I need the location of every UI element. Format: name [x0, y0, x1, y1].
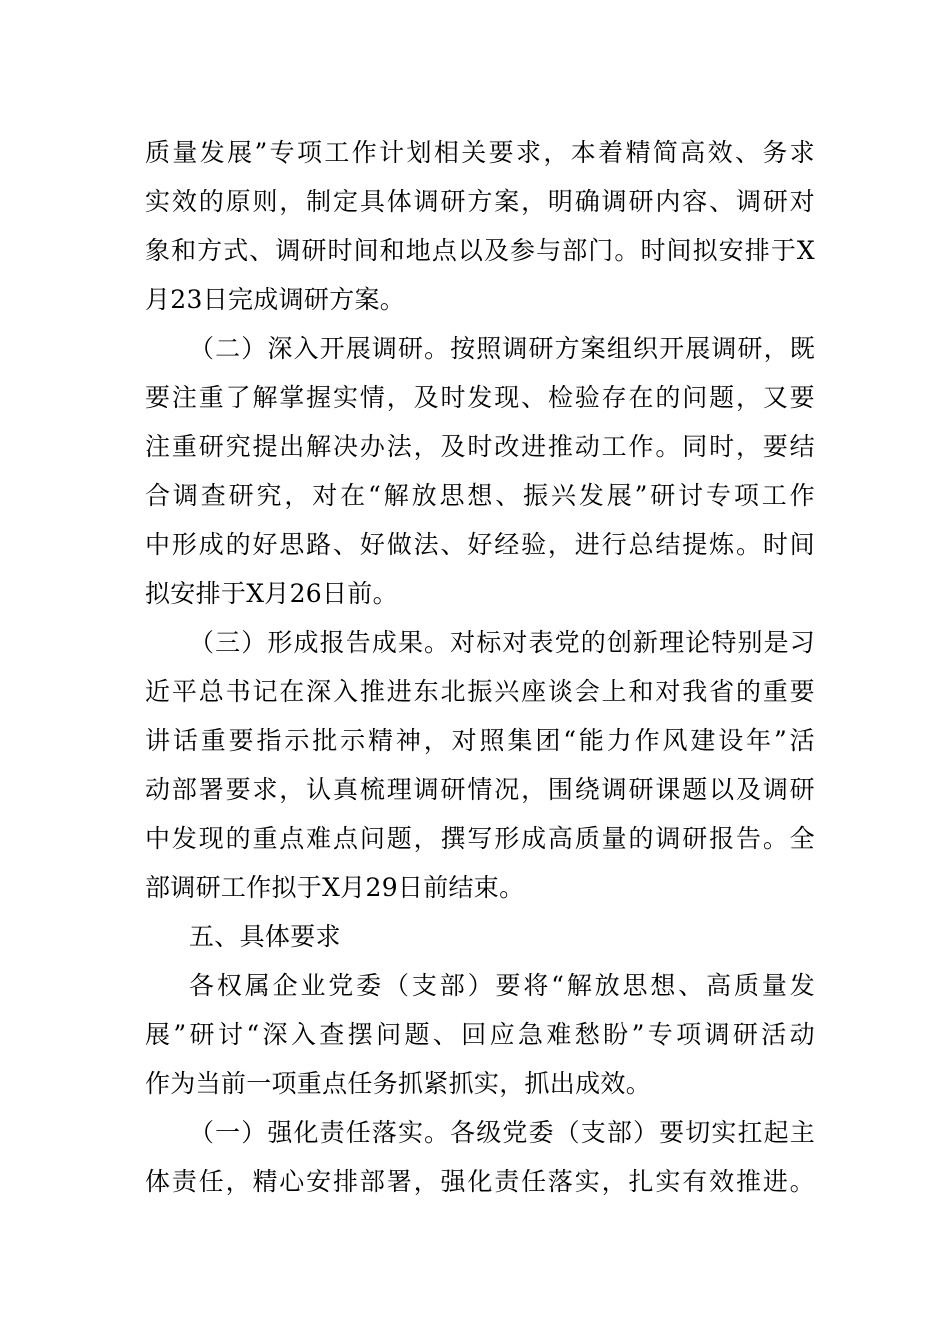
- text-line: 中形成的好思路、好做法、好经验，进行总结提炼。时间: [145, 530, 815, 559]
- section-heading: 五、具体要求: [189, 922, 341, 951]
- paragraph-start-line: （一）强化责任落实。各级党委（支部）要切实扛起主: [189, 1118, 815, 1147]
- paragraph-start-line: （三）形成报告成果。对标对表党的创新理论特别是习: [189, 628, 815, 657]
- text-line: 合调查研究，对在“解放思想、振兴发展”研讨专项工作: [145, 481, 815, 510]
- text-line: 象和方式、调研时间和地点以及参与部门。时间拟安排于X: [145, 236, 815, 265]
- text-line: 拟安排于X月26日前。: [145, 579, 398, 608]
- paragraph-start-line: （二）深入开展调研。按照调研方案组织开展调研，既: [189, 334, 815, 363]
- text-line: 体责任，精心安排部署，强化责任落实，扎实有效推进。: [145, 1167, 815, 1196]
- text-line: 部调研工作拟于X月29日前结束。: [145, 873, 525, 902]
- text-line: 近平总书记在深入推进东北振兴座谈会上和对我省的重要: [145, 677, 815, 706]
- text-line: 质量发展”专项工作计划相关要求，本着精简高效、务求: [145, 138, 815, 167]
- text-line: 中发现的重点难点问题，撰写形成高质量的调研报告。全: [145, 824, 815, 853]
- paragraph-start-line: 各权属企业党委（支部）要将“解放思想、高质量发: [189, 971, 815, 1000]
- text-line: 动部署要求，认真梳理调研情况，围绕调研课题以及调研: [145, 775, 815, 804]
- text-line: 要注重了解掌握实情，及时发现、检验存在的问题，又要: [145, 383, 815, 412]
- text-line: 作为当前一项重点任务抓紧抓实，抓出成效。: [145, 1069, 652, 1098]
- text-line: 实效的原则，制定具体调研方案，明确调研内容、调研对: [145, 187, 815, 216]
- text-line: 月23日完成调研方案。: [145, 285, 406, 314]
- document-body: [145, 128, 815, 1206]
- text-line: 展”研讨“深入查摆问题、回应急难愁盼”专项调研活动: [145, 1020, 815, 1049]
- text-line: 讲话重要指示批示精神，对照集团“能力作风建设年”活: [145, 726, 815, 755]
- text-line: 注重研究提出解决办法，及时改进推动工作。同时，要结: [145, 432, 815, 461]
